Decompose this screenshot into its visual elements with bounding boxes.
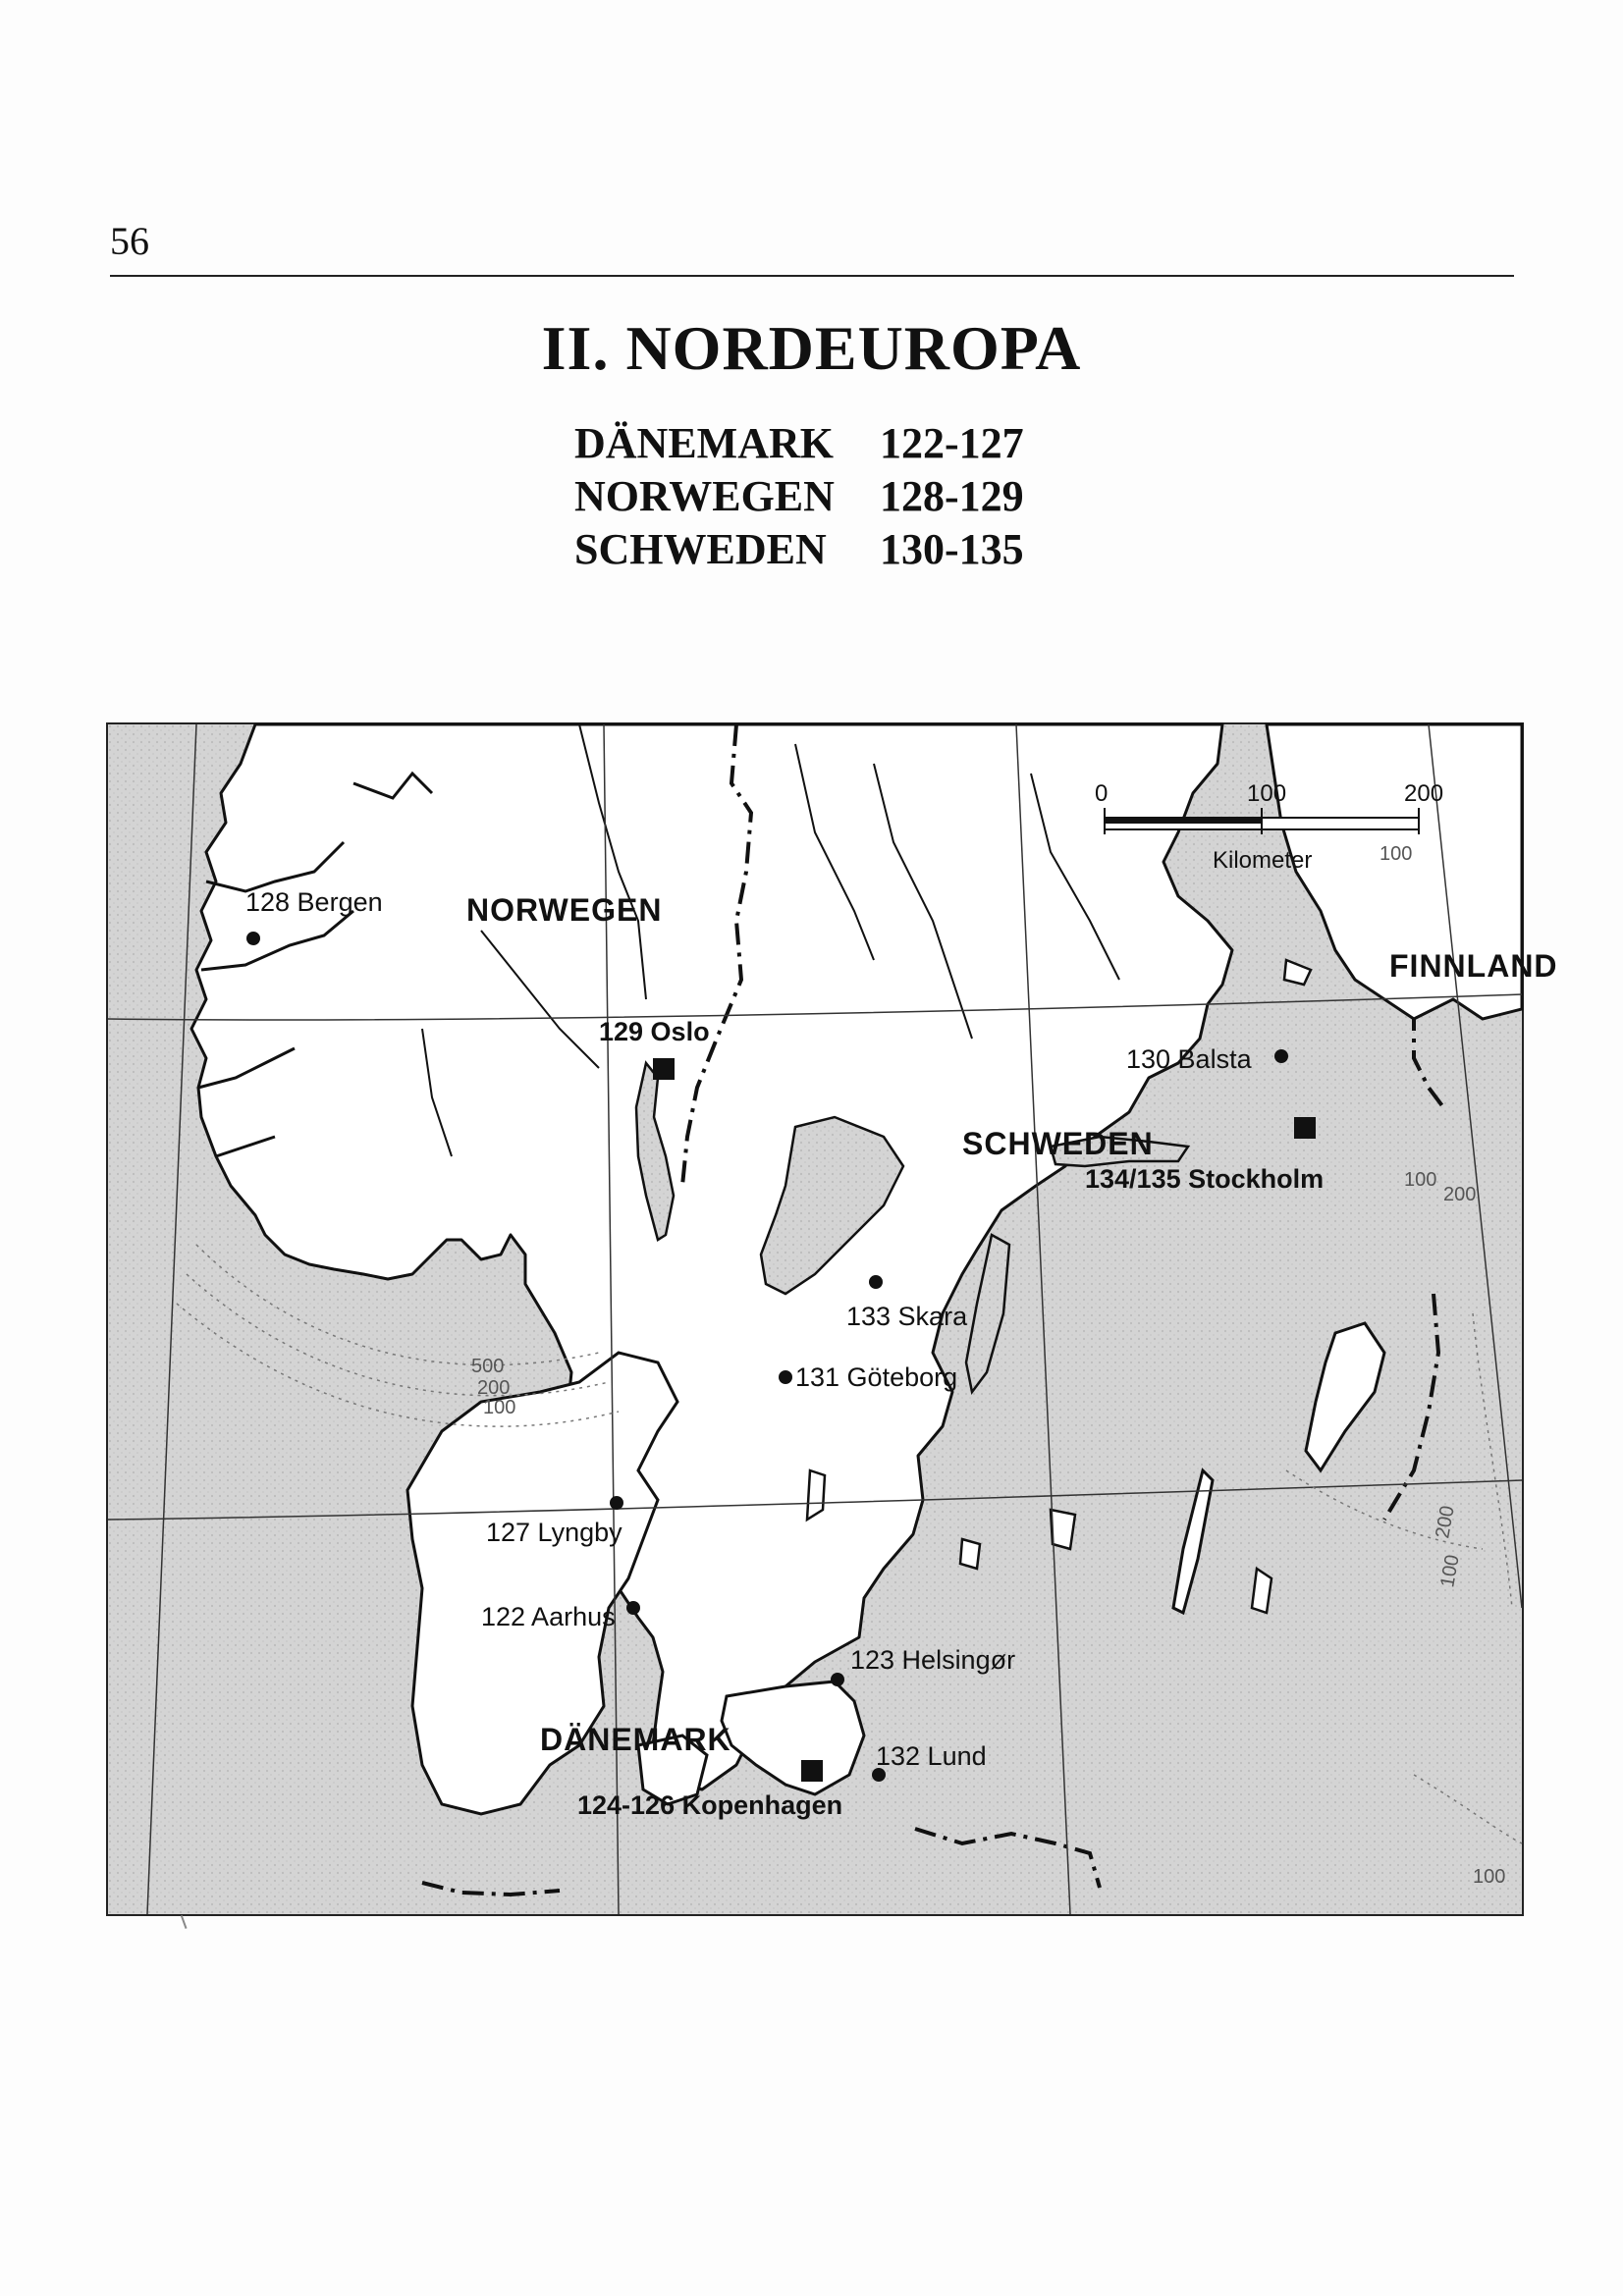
city-dot-marker bbox=[626, 1601, 640, 1615]
city-label: 123 Helsingør bbox=[850, 1645, 1016, 1675]
city-label: 132 Lund bbox=[876, 1741, 987, 1771]
country-label-denmark: DÄNEMARK bbox=[540, 1722, 731, 1757]
index-pages: 130-135 bbox=[880, 525, 1024, 573]
country-label-norway: NORWEGEN bbox=[466, 892, 663, 928]
city-label: 134/135 Stockholm bbox=[1085, 1164, 1325, 1194]
city-dot-marker bbox=[246, 932, 260, 945]
scale-tick-100: 100 bbox=[1247, 780, 1287, 807]
depth-label: 100 bbox=[1380, 843, 1413, 865]
country-index bbox=[574, 417, 1024, 576]
capital-square-marker bbox=[653, 1058, 675, 1080]
index-row-denmark bbox=[574, 417, 1024, 470]
depth-label: 200 bbox=[1432, 1504, 1459, 1540]
index-pages: 122-127 bbox=[880, 419, 1024, 467]
city-goteborg[interactable] bbox=[779, 1362, 957, 1392]
city-dot-marker bbox=[779, 1370, 792, 1384]
city-label: 133 Skara bbox=[846, 1302, 968, 1331]
depth-label: 500 bbox=[471, 1356, 505, 1377]
scale-unit: Kilometer bbox=[1213, 847, 1313, 874]
depth-label: 100 bbox=[1436, 1553, 1464, 1589]
index-pages: 128-129 bbox=[880, 472, 1024, 520]
city-label: 127 Lyngby bbox=[486, 1518, 622, 1547]
header-rule bbox=[110, 275, 1514, 277]
depth-label: 100 bbox=[483, 1397, 516, 1418]
page-number: 56 bbox=[110, 219, 149, 263]
scale-tick-0: 0 bbox=[1095, 780, 1109, 807]
city-label: 124-126 Kopenhagen bbox=[577, 1790, 843, 1820]
country-label-sweden: SCHWEDEN bbox=[962, 1126, 1154, 1161]
city-dot-marker bbox=[831, 1673, 844, 1686]
index-row-norway bbox=[574, 470, 1024, 523]
city-dot-marker bbox=[610, 1496, 623, 1510]
capital-square-marker bbox=[801, 1760, 823, 1782]
index-country: DÄNEMARK bbox=[574, 419, 834, 467]
city-label: 128 Bergen bbox=[245, 887, 383, 917]
map-frame[interactable] bbox=[106, 722, 1558, 1916]
city-label: 122 Aarhus bbox=[481, 1602, 616, 1631]
page-title: II. NORDEUROPA bbox=[541, 313, 1082, 383]
index-country: SCHWEDEN bbox=[574, 525, 827, 573]
scale-tick-200: 200 bbox=[1404, 780, 1444, 807]
depth-label: 200 bbox=[1443, 1184, 1477, 1205]
depth-label: 100 bbox=[1404, 1169, 1437, 1191]
city-label: 130 Balsta bbox=[1126, 1044, 1252, 1074]
capital-square-marker bbox=[1294, 1117, 1316, 1139]
depth-label: 200 bbox=[477, 1377, 511, 1399]
city-label: 129 Oslo bbox=[599, 1017, 710, 1046]
country-label-finland: FINNLAND bbox=[1389, 948, 1558, 984]
city-dot-marker bbox=[1274, 1049, 1288, 1063]
index-row-sweden bbox=[574, 523, 1024, 576]
index-country: NORWEGEN bbox=[574, 472, 835, 520]
map-canvas bbox=[108, 724, 1558, 1914]
city-label: 131 Göteborg bbox=[795, 1362, 958, 1392]
city-dot-marker bbox=[869, 1275, 883, 1289]
depth-label: 100 bbox=[1473, 1866, 1506, 1888]
